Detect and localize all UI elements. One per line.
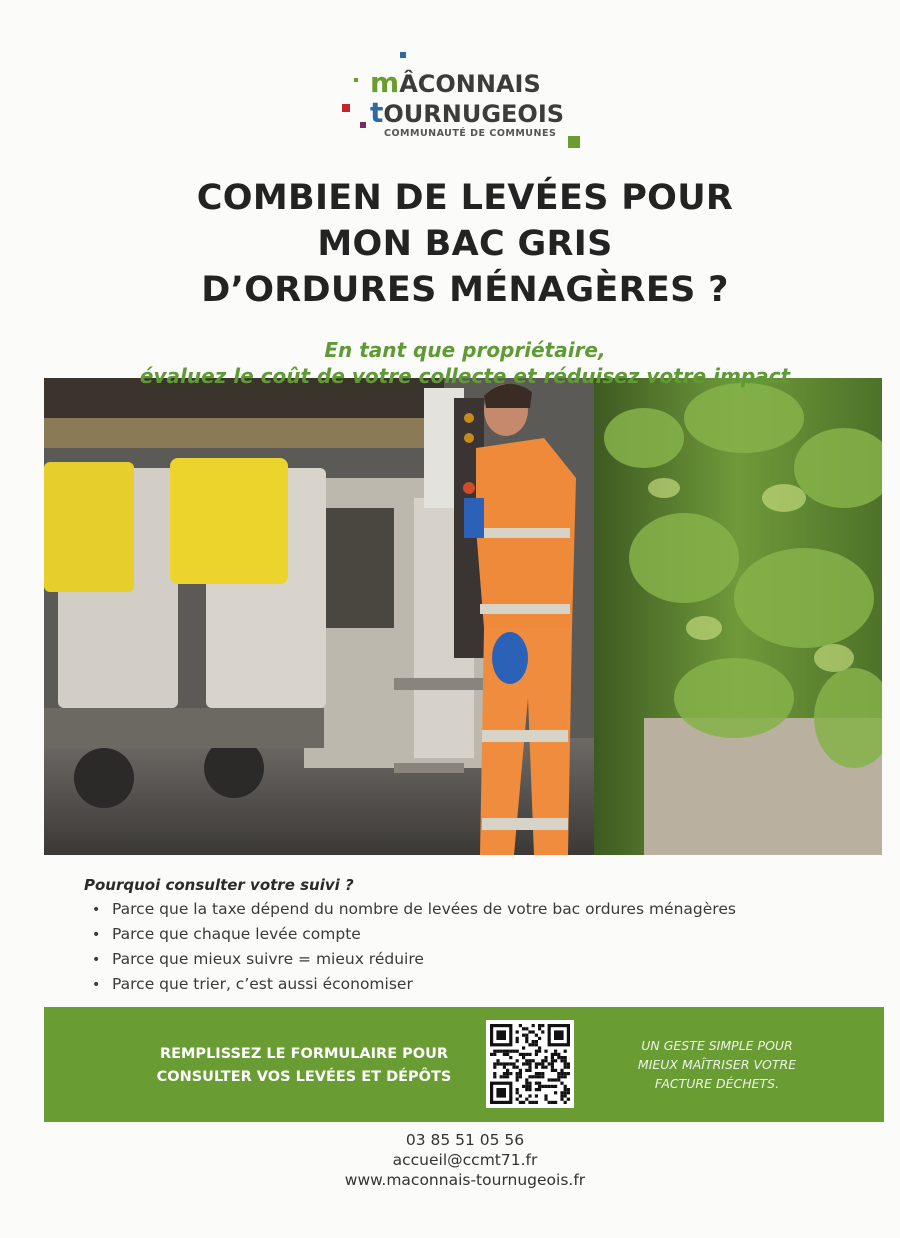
why-heading: Pourquoi consulter votre suivi ? bbox=[84, 876, 354, 894]
logo-line-2: tOURNUGEOIS bbox=[370, 96, 565, 129]
logo-square-green bbox=[568, 136, 580, 148]
title-line-3: D’ORDURES MÉNAGÈRES ? bbox=[201, 270, 729, 310]
list-item: • Parce que trier, c’est aussi économiser bbox=[92, 972, 736, 997]
bullet-icon: • bbox=[92, 902, 101, 918]
logo-line-1: mÂCONNAIS bbox=[370, 66, 541, 99]
cta-line-1: REMPLISSEZ LE FORMULAIRE POUR bbox=[159, 1046, 449, 1062]
tagline-line-1: UN GESTE SIMPLE POUR bbox=[641, 1038, 793, 1053]
logo-square-green-small bbox=[354, 78, 358, 82]
photo-collection-worker bbox=[44, 378, 882, 855]
logo-subtitle: COMMUNAUTÉ DE COMMUNES bbox=[384, 128, 557, 139]
list-item: • Parce que la taxe dépend du nombre de levées de votre bac ordures ménagères bbox=[92, 897, 736, 922]
logo-square-red bbox=[342, 104, 350, 112]
logo bbox=[340, 52, 590, 152]
contacts bbox=[250, 1130, 680, 1190]
list-item: • Parce que chaque levée compte bbox=[92, 922, 736, 947]
contact-email[interactable]: accueil@ccmt71.fr bbox=[392, 1151, 538, 1169]
bullet-icon: • bbox=[92, 927, 101, 943]
subtitle-line-2: évaluez le coût de votre collecte et réduisez votre impact bbox=[139, 364, 791, 388]
contact-phone[interactable]: 03 85 51 05 56 bbox=[405, 1131, 525, 1149]
contact-website[interactable]: www.maconnais-tournugeois.fr bbox=[344, 1171, 586, 1189]
logo-square-blue bbox=[400, 52, 406, 58]
tagline-line-3: FACTURE DÉCHETS. bbox=[654, 1076, 780, 1091]
list-item: • Parce que mieux suivre = mieux réduire bbox=[92, 947, 736, 972]
title-line-1: COMBIEN DE LEVÉES POUR bbox=[196, 178, 734, 218]
bullet-icon: • bbox=[92, 977, 101, 993]
why-list bbox=[92, 897, 736, 997]
bullet-icon: • bbox=[92, 952, 101, 968]
page-title bbox=[100, 175, 830, 313]
subtitle-line-1: En tant que propriétaire, bbox=[324, 338, 606, 362]
logo-square-purple bbox=[360, 122, 366, 128]
cta-banner bbox=[44, 1007, 884, 1122]
cta-text bbox=[124, 1043, 484, 1089]
qr-code-icon[interactable] bbox=[486, 1020, 574, 1108]
title-line-2: MON BAC GRIS bbox=[317, 224, 613, 264]
cta-line-2: CONSULTER VOS LEVÉES ET DÉPÔTS bbox=[156, 1069, 452, 1085]
tagline bbox=[592, 1036, 842, 1093]
subtitle bbox=[40, 337, 890, 389]
tagline-line-2: MIEUX MAÎTRISER VOTRE bbox=[637, 1057, 797, 1072]
